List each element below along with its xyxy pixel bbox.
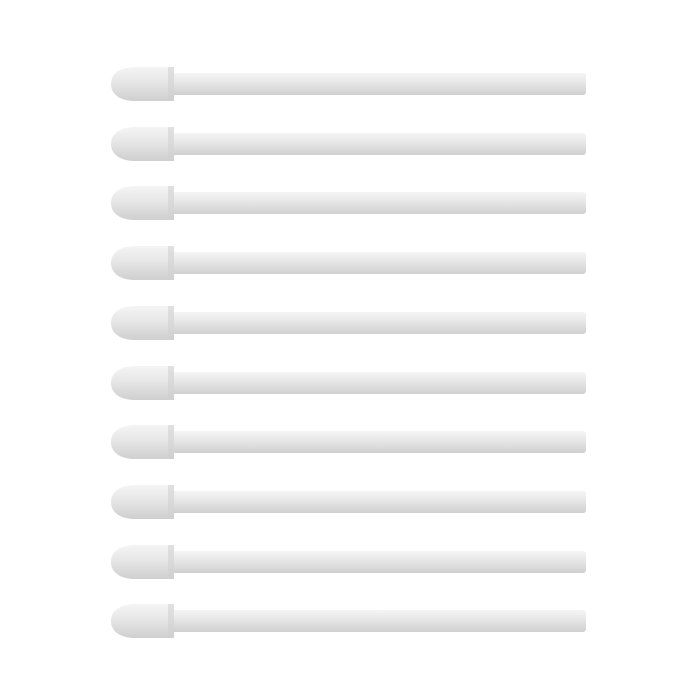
nib-tip <box>111 246 174 280</box>
nib-collar <box>168 127 174 161</box>
nib-tip <box>111 127 174 161</box>
nib-collar <box>168 545 174 579</box>
nib-shaft <box>170 431 586 453</box>
nib-shaft <box>170 610 586 632</box>
nib-tip <box>111 604 174 638</box>
pen-nib <box>108 361 592 405</box>
pen-nib <box>108 181 592 225</box>
nib-shaft <box>170 551 586 573</box>
nib-collar <box>168 485 174 519</box>
nib-tip <box>111 545 174 579</box>
nib-shaft <box>170 133 586 155</box>
nib-collar <box>168 604 174 638</box>
nib-tip <box>111 425 174 459</box>
nib-tip <box>111 67 174 101</box>
pen-nib <box>108 480 592 524</box>
pen-nib <box>108 420 592 464</box>
nib-collar <box>168 67 174 101</box>
nib-shaft <box>170 372 586 394</box>
nib-collar <box>168 425 174 459</box>
nib-tip <box>111 186 174 220</box>
pen-nib <box>108 241 592 285</box>
pen-nib <box>108 540 592 584</box>
nib-shaft <box>170 312 586 334</box>
nib-tip <box>111 366 174 400</box>
pen-nib <box>108 301 592 345</box>
nib-tip <box>111 485 174 519</box>
nib-collar <box>168 186 174 220</box>
nib-shaft <box>170 252 586 274</box>
nib-tip <box>111 306 174 340</box>
pen-nib <box>108 122 592 166</box>
pen-nib <box>108 599 592 643</box>
nib-shaft <box>170 73 586 95</box>
nib-collar <box>168 246 174 280</box>
nib-shaft <box>170 491 586 513</box>
nib-collar <box>168 366 174 400</box>
nib-shaft <box>170 192 586 214</box>
nib-collar <box>168 306 174 340</box>
pen-nib <box>108 62 592 106</box>
